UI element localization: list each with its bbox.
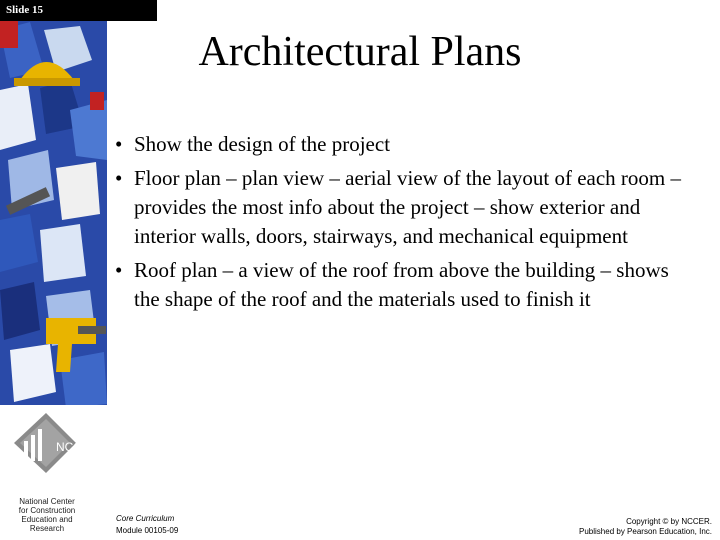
logo-caption — [4, 497, 90, 533]
module-label: Module 00105-09 — [116, 526, 179, 535]
logo-caption-line: Education and — [21, 515, 73, 524]
curriculum-label: Core Curriculum — [116, 514, 175, 523]
bullet-dot-icon: • — [115, 258, 123, 282]
bullet-dot-icon: • — [115, 132, 123, 156]
bullet-text: Show the design of the project — [134, 132, 391, 156]
bullet-item — [112, 164, 682, 251]
footer-right — [579, 517, 712, 537]
bullet-item — [112, 256, 682, 314]
nccer-logo-icon — [0, 405, 107, 495]
slide-number-label: Slide 15 — [0, 0, 157, 21]
svg-text:NCCER: NCCER — [56, 440, 99, 454]
logo-caption-line: Research — [29, 524, 65, 533]
footer-left — [116, 513, 178, 537]
bullet-text: Floor plan – plan view – aerial view of the layout of each room – provides the most info about the project – show exterior and interior walls, doors, stairways, and mechanical equipment — [134, 166, 682, 248]
bullet-list — [112, 130, 682, 319]
bullet-item — [112, 130, 682, 159]
bullet-text: Roof plan – a view of the roof from above the building – shows the shape of the roof and the materials used to finish it — [134, 258, 669, 311]
bullet-dot-icon: • — [115, 166, 123, 190]
copyright-label: Copyright © by NCCER. — [626, 517, 712, 526]
publisher-label: Published by Pearson Education, Inc. — [579, 527, 712, 536]
logo-caption-line: National Center — [19, 497, 75, 506]
logo-caption-line: for Construction — [18, 506, 76, 515]
slide-title: Architectural Plans — [198, 29, 522, 75]
